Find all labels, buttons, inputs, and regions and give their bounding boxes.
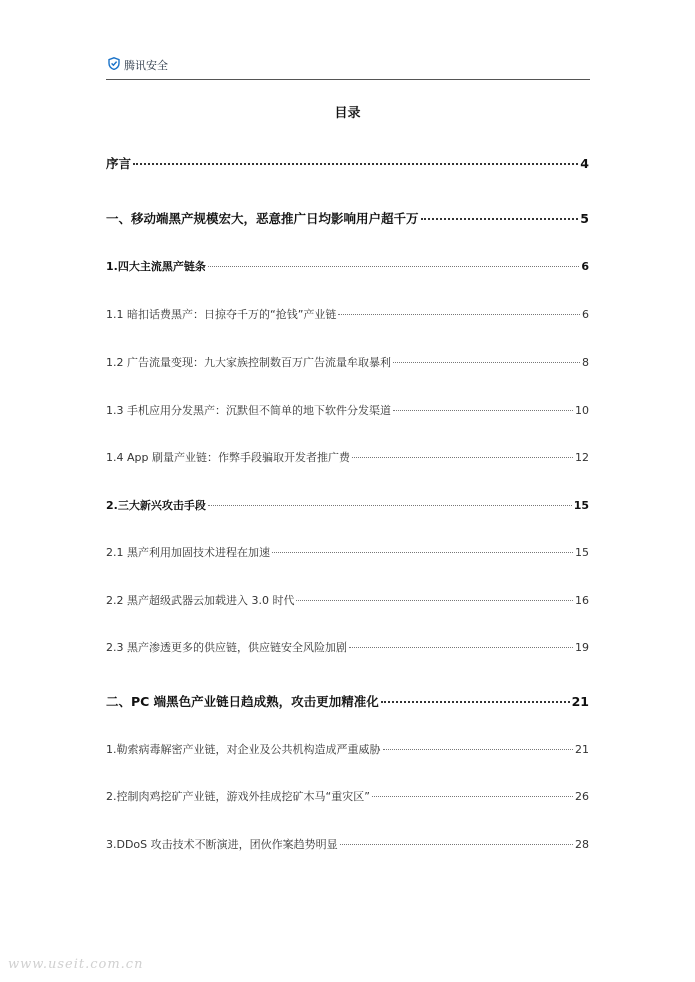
toc-entry-label: 1.2 广告流量变现：九大家族控制数百万广告流量牟取暴利 xyxy=(106,356,391,369)
toc-entry-label: 3.DDoS 攻击技术不断演进，团伙作案趋势明显 xyxy=(106,838,338,851)
toc-dot-leader xyxy=(383,749,574,750)
toc-entry-page: 21 xyxy=(575,743,589,756)
toc-entry[interactable] xyxy=(106,354,589,370)
toc-dot-leader xyxy=(352,457,573,458)
toc-entry-page: 5 xyxy=(580,211,589,226)
toc-entry-page: 19 xyxy=(575,641,589,654)
toc-entry-label: 1.四大主流黑产链条 xyxy=(106,260,206,273)
toc-dot-leader xyxy=(340,844,573,845)
toc-dot-leader xyxy=(208,505,572,506)
toc-entry[interactable] xyxy=(106,154,589,172)
toc-entry-page: 8 xyxy=(582,356,589,369)
toc-entry-label: 1.3 手机应用分发黑产：沉默但不简单的地下软件分发渠道 xyxy=(106,404,391,417)
toc-entry-label: 2.三大新兴攻击手段 xyxy=(106,499,206,512)
header-divider xyxy=(106,79,590,80)
toc-dot-leader xyxy=(133,163,578,165)
toc-entry[interactable] xyxy=(106,209,589,227)
toc-entry-page: 28 xyxy=(575,838,589,851)
toc-entry[interactable] xyxy=(106,639,589,655)
toc-dot-leader xyxy=(381,701,570,703)
toc-entry[interactable] xyxy=(106,497,589,513)
toc-entry-page: 4 xyxy=(580,156,589,171)
toc-entry-label: 二、PC 端黑色产业链日趋成熟，攻击更加精准化 xyxy=(106,694,379,709)
toc-entry-label: 2.3 黑产渗透更多的供应链，供应链安全风险加剧 xyxy=(106,641,347,654)
toc-dot-leader xyxy=(272,552,573,553)
toc-entry-label: 一、移动端黑产规模宏大，恶意推广日均影响用户超千万 xyxy=(106,211,419,226)
toc-entry[interactable] xyxy=(106,258,589,274)
toc-entry[interactable] xyxy=(106,402,589,418)
toc-dot-leader xyxy=(208,266,580,267)
toc-entry[interactable] xyxy=(106,692,589,710)
toc-dot-leader xyxy=(421,218,579,220)
toc-entry-page: 16 xyxy=(575,594,589,607)
toc-entry[interactable] xyxy=(106,544,589,560)
toc-entry-label: 1.1 暗扣话费黑产：日掠夺千万的“抢钱”产业链 xyxy=(106,308,337,321)
logo-text: 腾讯安全 xyxy=(124,58,168,72)
toc-entry[interactable] xyxy=(106,741,589,757)
toc-entry-label: 1.勒索病毒解密产业链，对企业及公共机构造成严重威胁 xyxy=(106,743,381,756)
toc-entry[interactable] xyxy=(106,449,589,465)
toc-entry-page: 21 xyxy=(571,694,589,709)
toc-dot-leader xyxy=(393,362,580,363)
header-logo xyxy=(108,55,168,74)
toc-entry-label: 2.2 黑产超级武器云加载进入 3.0 时代 xyxy=(106,594,295,607)
toc-entry[interactable] xyxy=(106,592,589,608)
toc-entry-label: 2.1 黑产利用加固技术进程在加速 xyxy=(106,546,270,559)
toc-entry-label: 序言 xyxy=(106,156,132,171)
toc-entry-label: 1.4 App 刷量产业链：作弊手段骗取开发者推广费 xyxy=(106,451,350,464)
toc-dot-leader xyxy=(393,410,573,411)
toc-entry-page: 6 xyxy=(582,308,589,321)
toc-entry[interactable] xyxy=(106,306,589,322)
watermark: www.useit.com.cn xyxy=(8,957,144,972)
shield-check-icon xyxy=(108,55,120,74)
toc-entry-page: 12 xyxy=(575,451,589,464)
toc-dot-leader xyxy=(296,600,573,601)
toc-entry[interactable] xyxy=(106,836,589,852)
toc-entry-page: 6 xyxy=(581,260,589,273)
page-title: 目录 xyxy=(334,106,361,121)
toc-dot-leader xyxy=(349,647,573,648)
toc-entry[interactable] xyxy=(106,788,589,804)
toc-entry-label: 2.控制肉鸡挖矿产业链，游戏外挂成挖矿木马“重灾区” xyxy=(106,790,370,803)
toc-entry-page: 26 xyxy=(575,790,589,803)
toc-entry-page: 15 xyxy=(573,499,589,512)
toc-dot-leader xyxy=(372,796,573,797)
toc-dot-leader xyxy=(338,314,580,315)
toc-entry-page: 15 xyxy=(575,546,589,559)
toc-entry-page: 10 xyxy=(575,404,589,417)
